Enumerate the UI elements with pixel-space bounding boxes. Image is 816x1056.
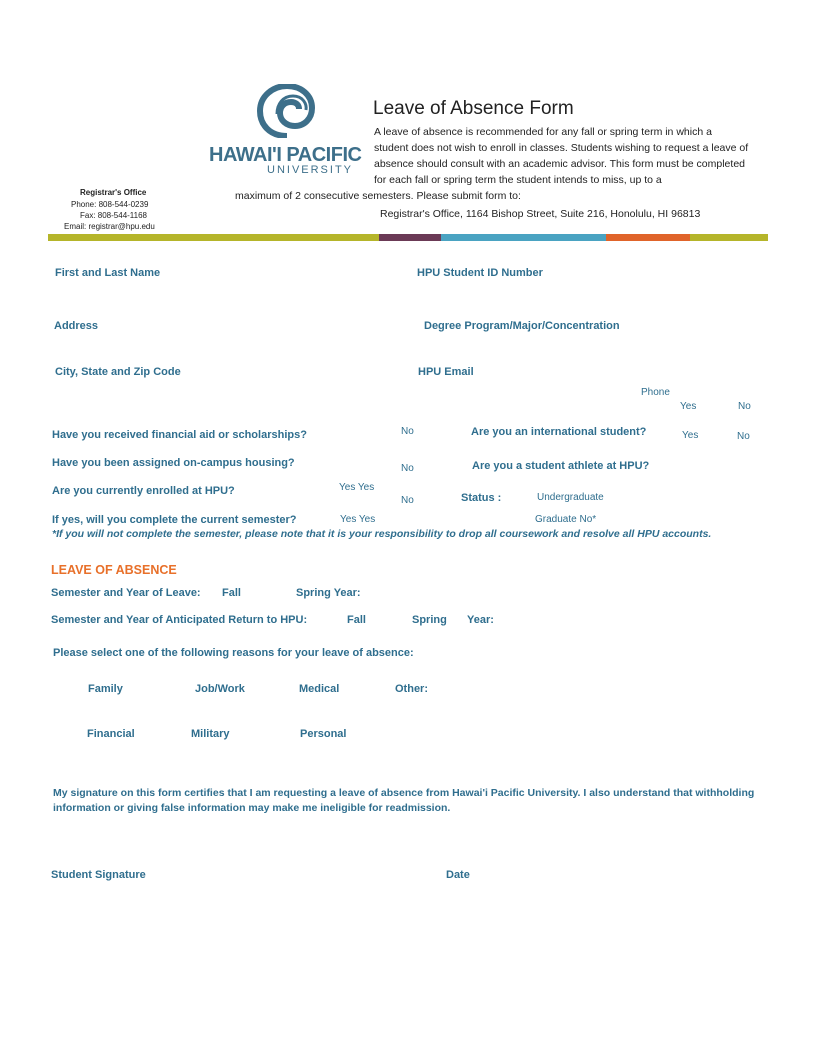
hpu-logo	[205, 84, 370, 179]
name-field-label[interactable]: First and Last Name	[55, 267, 161, 279]
office-fax: Fax: 808-544-1168	[80, 211, 148, 220]
athlete-question: Are you a student athlete at HPU?	[472, 460, 650, 472]
reason-family[interactable]: Family	[88, 683, 123, 695]
housing-question: Have you been assigned on-campus housing?	[52, 457, 295, 469]
email-field-label[interactable]: HPU Email	[418, 366, 474, 378]
intro-line-1: A leave of absence is recommended for any fall or spring term in which a	[374, 126, 712, 138]
certification-line-2: information or giving false information may make me ineligible for readmission.	[53, 802, 451, 814]
reason-military[interactable]: Military	[191, 728, 230, 740]
reasons-prompt: Please select one of the following reasons for your leave of absence:	[53, 647, 414, 659]
leave-spring-year-option[interactable]: Spring Year:	[296, 587, 361, 599]
address-field-label[interactable]: Address	[54, 320, 99, 332]
certification-line-1: My signature on this form certifies that I am requesting a leave of absence from Hawai'i Pacific University. I also understand that withholding	[53, 787, 755, 799]
office-phone: Phone: 808-544-0239	[71, 200, 149, 209]
leave-fall-option[interactable]: Fall	[222, 587, 241, 599]
degree-field-label[interactable]: Degree Program/Major/Concentration	[424, 320, 620, 332]
semester-return-label: Semester and Year of Anticipated Return to HPU:	[51, 614, 308, 626]
reason-other[interactable]: Other:	[395, 683, 428, 695]
leave-section-heading: LEAVE OF ABSENCE	[51, 563, 177, 577]
international-no-option[interactable]: No	[737, 431, 750, 442]
city-field-label[interactable]: City, State and Zip Code	[55, 366, 181, 378]
international-yes-option[interactable]: Yes	[682, 430, 699, 441]
color-bar-olive-left	[48, 234, 379, 241]
intro-line-4: for each fall or spring term the student intends to miss, up to a	[374, 174, 662, 186]
intro-line-3: absence should consult with an academic advisor. This form must be completed	[374, 158, 745, 170]
return-spring-option[interactable]: Spring	[412, 614, 447, 626]
page-title: Leave of Absence Form	[373, 98, 574, 119]
intro-line-2: student does not wish to enroll in classes. Students wishing to request a leave of	[374, 142, 749, 154]
swirl-logo-icon	[257, 84, 317, 138]
reason-medical[interactable]: Medical	[299, 683, 340, 695]
financial-aid-question: Have you received financial aid or scholarships?	[52, 429, 307, 441]
reason-financial[interactable]: Financial	[87, 728, 135, 740]
color-bar-orange	[606, 234, 690, 241]
return-fall-option[interactable]: Fall	[347, 614, 366, 626]
international-yes-header: Yes	[680, 401, 697, 412]
logo-sub-text: UNIVERSITY	[267, 164, 354, 176]
date-field[interactable]: Date	[446, 869, 470, 881]
reason-job-work[interactable]: Job/Work	[195, 683, 245, 695]
complete-semester-question: If yes, will you complete the current semester?	[52, 514, 297, 526]
international-no-header: No	[738, 401, 751, 412]
status-label: Status :	[461, 492, 502, 504]
return-year-field[interactable]: Year:	[467, 614, 494, 626]
enrolled-question: Are you currently enrolled at HPU?	[52, 485, 235, 497]
enrolled-yes-options[interactable]: Yes Yes	[339, 482, 375, 493]
housing-no-option[interactable]: No	[401, 463, 414, 474]
graduate-no-option[interactable]: Graduate No*	[535, 514, 597, 525]
complete-yes-options[interactable]: Yes Yes	[340, 514, 376, 525]
registrar-address: Registrar's Office, 1164 Bishop Street, Suite 216, Honolulu, HI 96813	[380, 208, 701, 220]
phone-field-label[interactable]: Phone	[641, 387, 670, 398]
semester-note: *If you will not complete the semester, please note that it is your responsibility to drop all coursework and resolve all HPU accounts.	[52, 528, 712, 540]
color-bar-teal	[441, 234, 606, 241]
student-id-field-label[interactable]: HPU Student ID Number	[417, 267, 543, 279]
undergraduate-option[interactable]: Undergraduate	[537, 492, 604, 503]
office-email: Email: registrar@hpu.edu	[64, 222, 155, 231]
semester-leave-label: Semester and Year of Leave:	[51, 587, 201, 599]
financial-aid-no-option[interactable]: No	[401, 426, 414, 437]
international-question: Are you an international student?	[471, 426, 647, 438]
student-signature-field[interactable]: Student Signature	[51, 869, 146, 881]
color-bar-olive-right	[690, 234, 768, 241]
color-bar-plum	[379, 234, 441, 241]
office-name: Registrar's Office	[80, 188, 147, 197]
intro-line-5: maximum of 2 consecutive semesters. Please submit form to:	[235, 190, 521, 202]
logo-main-text: HAWAI'I PACIFIC	[209, 144, 362, 166]
enrolled-no-option[interactable]: No	[401, 495, 414, 506]
reason-personal[interactable]: Personal	[300, 728, 347, 740]
